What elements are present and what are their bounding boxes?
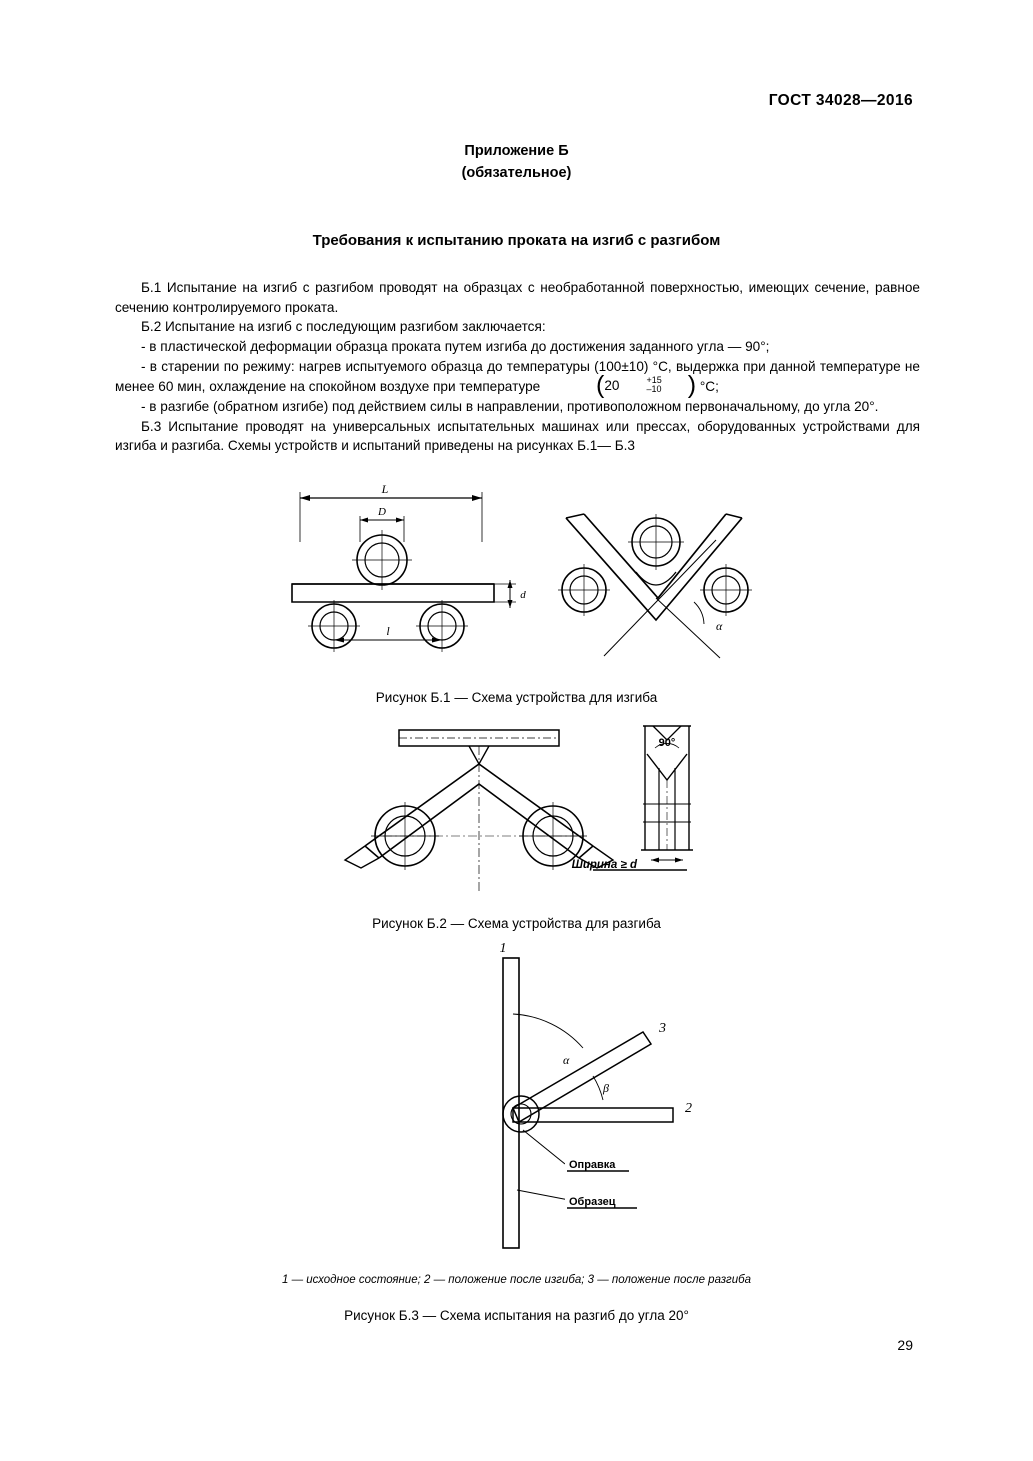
svg-text:90°: 90° xyxy=(658,737,675,749)
standard-header: ГОСТ 34028—2016 xyxy=(768,92,913,109)
paragraph-b1: Б.1 Испытание на изгиб с разгибом проводят на образцах с необработанной поверхностью, имеющих сечение, равное сечению контролируемого проката. xyxy=(115,280,920,315)
svg-text:α: α xyxy=(715,619,722,633)
page-number: 29 xyxy=(897,1337,913,1353)
tolerance-upper: +15 xyxy=(646,374,662,385)
svg-text:β: β xyxy=(602,1081,609,1095)
svg-text:Оправка: Оправка xyxy=(568,1159,615,1171)
figure-b3 xyxy=(0,940,1033,1323)
svg-text:D: D xyxy=(377,506,386,518)
svg-text:Ширина ≥ d: Ширина ≥ d xyxy=(571,859,637,871)
figure-b1-caption: Рисунок Б.1 — Схема устройства для изгиба xyxy=(375,690,658,705)
figure-b3-caption: Рисунок Б.3 — Схема испытания на разгиб до угла 20° xyxy=(344,1308,689,1323)
tolerance-value: 20 xyxy=(604,378,620,393)
figure-b2 xyxy=(0,718,1033,931)
svg-text:3: 3 xyxy=(658,1021,666,1036)
svg-text:L: L xyxy=(381,482,388,496)
svg-text:1: 1 xyxy=(499,941,506,956)
dash2-text-b: температуре не менее 60 мин, охлаждение на спокойном воздухе при температуре xyxy=(115,358,920,394)
figure-b1-drawing xyxy=(282,480,752,680)
tolerance-limits xyxy=(620,376,661,395)
svg-text:α: α xyxy=(562,1053,569,1067)
svg-text:l: l xyxy=(385,624,390,638)
annex-title: Приложение Б xyxy=(464,143,569,159)
tolerance-lower: –10 xyxy=(646,384,662,395)
dash2-text-a: - в старении по режиму: нагрев испытуемого образца до температуры (100±10) °С, выдержка при данной xyxy=(141,358,816,374)
body-text xyxy=(115,278,920,456)
annex-heading xyxy=(0,140,1033,185)
svg-text:d: d xyxy=(519,589,526,601)
paragraph-b3: Б.3 Испытание проводят на универсальных испытательных машинах или прессах, оборудованных устройствами для изгиба и разгиба. Схемы устройств и испытаний приведены на рисунках Б.1— Б.3 xyxy=(115,418,920,454)
paragraph-b2-dash1: - в пластической деформации образца проката путем изгиба до достижения заданного угла — 90°; xyxy=(141,339,770,355)
figure-b1 xyxy=(0,480,1033,705)
paragraph-b2-dash3: - в разгибе (обратном изгибе) под действием силы в направлении, противоположном первоначальному, до угла 20°. xyxy=(141,398,879,414)
svg-text:Образец: Образец xyxy=(568,1196,616,1208)
figure-b3-drawing xyxy=(307,940,727,1260)
figure-b2-drawing xyxy=(287,718,747,898)
figure-b3-note: 1 — исходное состояние; 2 — положение после изгиба; 3 — положение после разгиба xyxy=(281,1274,751,1286)
figure-b2-caption: Рисунок Б.2 — Схема устройства для разгиба xyxy=(372,916,661,931)
page-title: Требования к испытанию проката на изгиб с разгибом xyxy=(312,232,721,249)
paragraph-b2: Б.2 Испытание на изгиб с последующим разгибом заключается: xyxy=(141,319,546,335)
svg-text:2: 2 xyxy=(684,1101,692,1116)
temperature-tolerance: (20 +15 –10 ) xyxy=(596,371,697,399)
annex-subtitle: (обязательное) xyxy=(461,165,572,182)
dash2-text-c: °С; xyxy=(699,378,719,394)
paragraph-b2-dash2 xyxy=(115,357,920,397)
